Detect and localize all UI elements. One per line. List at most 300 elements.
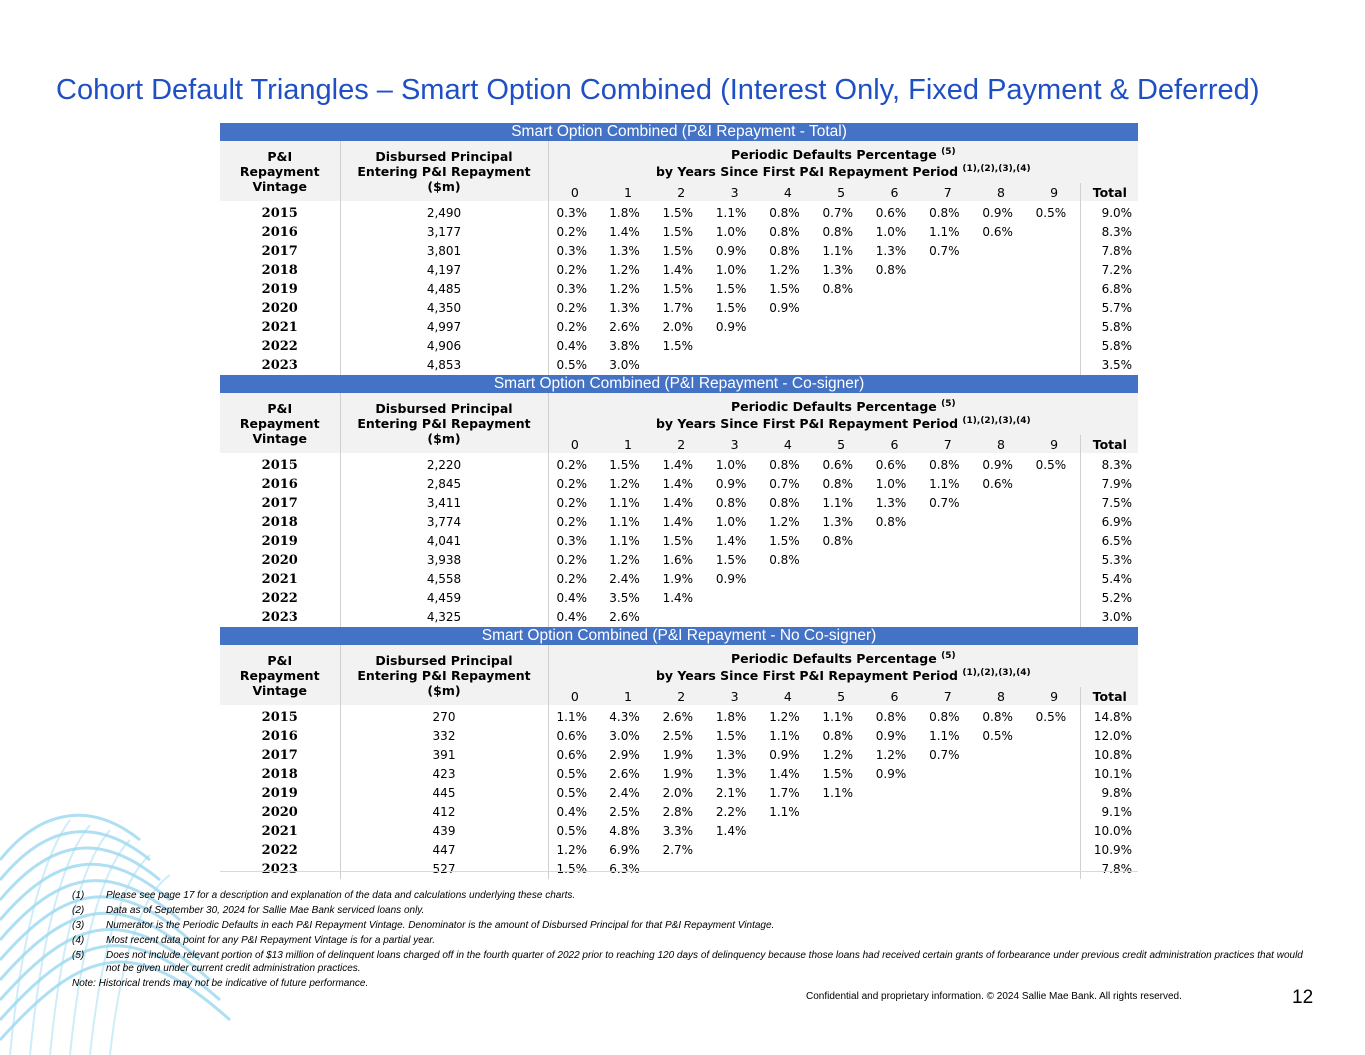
- period-cell: 0.8%: [769, 225, 800, 239]
- year-header: 9: [1028, 687, 1081, 705]
- table-row: [220, 299, 1138, 318]
- period-cell: 0.8%: [822, 477, 853, 491]
- period-cell: 0.9%: [769, 748, 800, 762]
- period-cell: 0.9%: [715, 477, 747, 491]
- period-cell: 1.4%: [715, 534, 747, 548]
- period-cell: [1028, 589, 1081, 608]
- period-cell: 1.0%: [715, 263, 747, 277]
- period-cell: 1.7%: [769, 786, 800, 800]
- period-cell: 0.2%: [556, 301, 587, 315]
- footnote-number: (2): [72, 905, 85, 916]
- vintage-cell: 2018: [220, 765, 340, 784]
- table-row: [220, 513, 1138, 532]
- period-cell: [761, 570, 814, 589]
- period-cell: [814, 299, 867, 318]
- period-cell: [1028, 608, 1081, 627]
- period-cell: [761, 318, 814, 337]
- table-row: [220, 475, 1138, 494]
- total-cell: 5.3%: [1081, 551, 1138, 570]
- principal-header-line: Entering P&I Repayment: [357, 415, 531, 431]
- period-cell: 0.4%: [556, 339, 587, 353]
- footnote-number: (5): [72, 950, 85, 961]
- period-cell: 0.5%: [556, 358, 587, 372]
- vintage-cell: 2021: [220, 318, 340, 337]
- year-header: 7: [921, 183, 974, 201]
- period-cell: [868, 280, 921, 299]
- period-cell: 1.1%: [822, 244, 853, 258]
- period-cell: 1.0%: [715, 225, 747, 239]
- year-header: 1: [601, 183, 654, 201]
- vintage-header: [220, 645, 340, 705]
- period-cell: 1.9%: [662, 748, 694, 762]
- vintage-cell: 2022: [220, 337, 340, 356]
- period-cell: 1.2%: [769, 515, 800, 529]
- period-cell: [1028, 746, 1081, 765]
- vintage-cell: 2023: [220, 860, 340, 879]
- table-row: [220, 705, 1138, 727]
- period-cell: 0.8%: [715, 496, 747, 510]
- total-cell: 9.1%: [1081, 803, 1138, 822]
- period-cell: [1028, 261, 1081, 280]
- principal-cell: 445: [340, 784, 548, 803]
- periodic-subheader: [548, 162, 1138, 183]
- period-cell: 0.3%: [556, 282, 587, 296]
- period-cell: 1.5%: [715, 729, 747, 743]
- period-cell: [814, 841, 867, 860]
- period-cell: 1.5%: [662, 339, 694, 353]
- period-cell: [921, 822, 974, 841]
- period-cell: 1.0%: [715, 515, 747, 529]
- principal-header-line: Entering P&I Repayment: [357, 667, 531, 683]
- principal-cell: 332: [340, 727, 548, 746]
- period-cell: 1.1%: [929, 225, 960, 239]
- periodic-sub-note: (1),(2),(3),(4): [962, 416, 1031, 426]
- period-cell: [814, 318, 867, 337]
- periodic-sub: by Years Since First P&I Repayment Period: [655, 416, 959, 432]
- total-cell: 5.8%: [1081, 318, 1138, 337]
- period-cell: [868, 803, 921, 822]
- period-cell: 1.4%: [662, 477, 694, 491]
- periodic-defaults-header: [548, 645, 1138, 666]
- period-cell: [974, 841, 1027, 860]
- vintage-cell: 2018: [220, 513, 340, 532]
- period-cell: [868, 356, 921, 375]
- period-cell: 0.6%: [875, 458, 907, 472]
- period-cell: 2.9%: [609, 748, 640, 762]
- principal-cell: 2,220: [340, 453, 548, 475]
- period-cell: 1.1%: [609, 515, 640, 529]
- principal-header: [340, 393, 548, 453]
- period-cell: [868, 822, 921, 841]
- footnotes: [72, 889, 1312, 990]
- period-cell: [814, 822, 867, 841]
- year-header: 3: [708, 183, 761, 201]
- period-cell: 0.8%: [769, 458, 800, 472]
- vintage-cell: 2020: [220, 803, 340, 822]
- total-cell: 10.0%: [1081, 822, 1138, 841]
- period-cell: 1.5%: [662, 206, 694, 220]
- period-cell: 0.6%: [556, 729, 587, 743]
- period-cell: 3.3%: [662, 824, 694, 838]
- principal-cell: 4,997: [340, 318, 548, 337]
- vintage-cell: 2023: [220, 356, 340, 375]
- period-cell: 0.2%: [556, 553, 587, 567]
- period-cell: 0.8%: [822, 225, 853, 239]
- footnote-text: Does not include relevant portion of $13 million of delinquent loans charged off in the fourth quarter of 2022 prior to reaching 120 days of delinquency because those loans had received certain grants of forbearance under previous credit administration practices that would not be given under current credit administration practices.: [106, 950, 1303, 974]
- principal-cell: 439: [340, 822, 548, 841]
- total-cell: 9.8%: [1081, 784, 1138, 803]
- period-cell: [974, 860, 1027, 879]
- period-cell: 0.2%: [556, 572, 587, 586]
- total-cell: 5.8%: [1081, 337, 1138, 356]
- period-cell: 1.1%: [609, 496, 640, 510]
- total-cell: 3.0%: [1081, 608, 1138, 627]
- period-cell: 1.3%: [609, 244, 640, 258]
- period-cell: 0.4%: [556, 591, 587, 605]
- period-cell: [1028, 494, 1081, 513]
- period-cell: 1.1%: [822, 786, 853, 800]
- vintage-cell: 2021: [220, 570, 340, 589]
- period-cell: [921, 841, 974, 860]
- period-cell: [708, 356, 761, 375]
- principal-cell: 4,459: [340, 589, 548, 608]
- period-cell: 2.6%: [609, 610, 640, 624]
- principal-cell: 3,801: [340, 242, 548, 261]
- table-row: [220, 727, 1138, 746]
- year-header: 3: [708, 435, 761, 453]
- periodic-title: Periodic Defaults Percentage: [730, 399, 937, 414]
- period-cell: [921, 589, 974, 608]
- vintage-header-line: Vintage: [252, 682, 307, 698]
- footnote-number: (1): [72, 890, 85, 901]
- year-header: 6: [868, 435, 921, 453]
- period-cell: 3.8%: [609, 339, 640, 353]
- period-cell: 0.3%: [556, 534, 587, 548]
- total-cell: 14.8%: [1081, 705, 1138, 727]
- footnote: [72, 934, 1312, 947]
- period-cell: 1.8%: [715, 710, 747, 724]
- period-cell: [974, 822, 1027, 841]
- period-cell: 1.8%: [609, 206, 640, 220]
- period-cell: 0.3%: [556, 244, 587, 258]
- period-cell: [974, 337, 1027, 356]
- year-header: 7: [921, 435, 974, 453]
- period-cell: [974, 494, 1027, 513]
- footnote-text: Numerator is the Periodic Defaults in each P&I Repayment Vintage. Denominator is the amount of Disbursed Principal for that P&I Repayment Vintage.: [106, 920, 775, 931]
- table-row: [220, 280, 1138, 299]
- footnote-text: Data as of September 30, 2024 for Sallie Mae Bank serviced loans only.: [106, 905, 425, 916]
- period-cell: [921, 513, 974, 532]
- period-cell: [1028, 860, 1081, 879]
- period-cell: 1.4%: [662, 263, 694, 277]
- total-cell: 10.1%: [1081, 765, 1138, 784]
- table-row: [220, 532, 1138, 551]
- year-header: 3: [708, 687, 761, 705]
- vintage-cell: 2017: [220, 242, 340, 261]
- period-cell: [868, 532, 921, 551]
- footnote-number: (4): [72, 935, 85, 946]
- period-cell: 0.5%: [556, 767, 587, 781]
- principal-cell: 447: [340, 841, 548, 860]
- period-cell: [1028, 822, 1081, 841]
- principal-header-line: ($m): [427, 178, 461, 194]
- total-cell: 10.9%: [1081, 841, 1138, 860]
- principal-cell: 3,938: [340, 551, 548, 570]
- vintage-cell: 2019: [220, 532, 340, 551]
- period-cell: 1.5%: [662, 534, 694, 548]
- period-cell: 1.3%: [609, 301, 640, 315]
- total-cell: 8.3%: [1081, 453, 1138, 475]
- period-cell: [814, 803, 867, 822]
- period-cell: 1.5%: [769, 534, 800, 548]
- principal-cell: 423: [340, 765, 548, 784]
- period-cell: [921, 551, 974, 570]
- period-cell: 1.2%: [609, 282, 640, 296]
- period-cell: 1.7%: [662, 301, 694, 315]
- period-cell: 0.8%: [929, 458, 960, 472]
- principal-cell: 4,558: [340, 570, 548, 589]
- period-cell: 0.2%: [556, 496, 587, 510]
- period-cell: [974, 242, 1027, 261]
- year-header: 6: [868, 687, 921, 705]
- table-row: [220, 570, 1138, 589]
- period-cell: 1.1%: [929, 729, 960, 743]
- principal-header-line: Disbursed Principal: [375, 652, 513, 668]
- principal-cell: 270: [340, 705, 548, 727]
- table-row: [220, 589, 1138, 608]
- period-cell: 1.5%: [715, 301, 747, 315]
- year-header: 4: [761, 435, 814, 453]
- period-cell: [974, 280, 1027, 299]
- total-cell: 6.5%: [1081, 532, 1138, 551]
- period-cell: [761, 860, 814, 879]
- periodic-sub-note: (1),(2),(3),(4): [962, 668, 1031, 678]
- period-cell: [921, 532, 974, 551]
- period-cell: 1.3%: [715, 748, 747, 762]
- year-header: 5: [814, 183, 867, 201]
- principal-cell: 4,853: [340, 356, 548, 375]
- period-cell: 1.2%: [822, 748, 853, 762]
- periodic-subheader: [548, 414, 1138, 435]
- table-row: [220, 860, 1138, 879]
- period-cell: 1.4%: [662, 591, 694, 605]
- period-cell: 1.2%: [556, 843, 587, 857]
- period-cell: [974, 803, 1027, 822]
- confidential-notice: Confidential and proprietary information. © 2024 Sallie Mae Bank. All rights reserved.: [806, 991, 1182, 1002]
- period-cell: [655, 860, 708, 879]
- table-banner: Smart Option Combined (P&I Repayment - Co-signer): [220, 375, 1138, 393]
- default-triangle-table: [220, 375, 1138, 627]
- period-cell: 1.3%: [875, 244, 907, 258]
- table-row: [220, 337, 1138, 356]
- footnote: [72, 904, 1312, 917]
- vintage-cell: 2016: [220, 223, 340, 242]
- total-cell: 5.7%: [1081, 299, 1138, 318]
- period-cell: 1.1%: [929, 477, 960, 491]
- vintage-header-line: P&I: [267, 400, 293, 416]
- period-cell: [761, 356, 814, 375]
- year-header: 1: [601, 435, 654, 453]
- period-cell: 1.6%: [662, 553, 694, 567]
- period-cell: 1.5%: [822, 767, 853, 781]
- period-cell: [708, 841, 761, 860]
- vintage-header-line: Repayment: [239, 163, 320, 179]
- period-cell: [974, 765, 1027, 784]
- principal-header: [340, 645, 548, 705]
- total-cell: 9.0%: [1081, 201, 1138, 223]
- period-cell: [974, 746, 1027, 765]
- principal-cell: 4,325: [340, 608, 548, 627]
- periodic-sub-note: (1),(2),(3),(4): [962, 164, 1031, 174]
- total-header: Total: [1081, 183, 1138, 201]
- period-cell: 1.0%: [875, 477, 907, 491]
- period-cell: 1.4%: [715, 824, 747, 838]
- principal-header-line: Disbursed Principal: [375, 148, 513, 164]
- period-cell: 1.5%: [769, 282, 800, 296]
- period-cell: 0.8%: [875, 515, 907, 529]
- period-cell: [921, 860, 974, 879]
- vintage-header: [220, 141, 340, 201]
- year-header: 0: [548, 183, 601, 201]
- period-cell: [814, 570, 867, 589]
- period-cell: 1.1%: [769, 805, 800, 819]
- period-cell: 1.1%: [822, 496, 853, 510]
- period-cell: 1.3%: [875, 496, 907, 510]
- period-cell: [1028, 727, 1081, 746]
- period-cell: 0.8%: [822, 282, 853, 296]
- period-cell: 0.5%: [556, 786, 587, 800]
- year-header: 5: [814, 435, 867, 453]
- total-cell: 7.5%: [1081, 494, 1138, 513]
- table-row: [220, 201, 1138, 223]
- period-cell: [974, 318, 1027, 337]
- footnote: [72, 919, 1312, 932]
- vintage-cell: 2017: [220, 746, 340, 765]
- total-cell: 5.2%: [1081, 589, 1138, 608]
- period-cell: 0.4%: [556, 805, 587, 819]
- cohort-default-tables: [220, 123, 1138, 879]
- period-cell: [1028, 280, 1081, 299]
- period-cell: 1.5%: [662, 282, 694, 296]
- period-cell: [1028, 299, 1081, 318]
- principal-cell: 2,845: [340, 475, 548, 494]
- table-row: [220, 803, 1138, 822]
- period-cell: 1.1%: [769, 729, 800, 743]
- periodic-title-note: (5): [941, 146, 956, 157]
- period-cell: 1.2%: [609, 263, 640, 277]
- table-row: [220, 261, 1138, 280]
- period-cell: 1.1%: [556, 710, 587, 724]
- total-cell: 12.0%: [1081, 727, 1138, 746]
- period-cell: 0.8%: [769, 553, 800, 567]
- period-cell: [921, 765, 974, 784]
- principal-cell: 4,906: [340, 337, 548, 356]
- period-cell: 3.5%: [609, 591, 640, 605]
- period-cell: [921, 261, 974, 280]
- table-banner: Smart Option Combined (P&I Repayment - No Co-signer): [220, 627, 1138, 645]
- period-cell: 0.9%: [982, 206, 1013, 220]
- period-cell: [974, 551, 1027, 570]
- total-cell: 7.8%: [1081, 242, 1138, 261]
- period-cell: 1.3%: [822, 263, 853, 277]
- period-cell: 1.3%: [715, 767, 747, 781]
- period-cell: 0.5%: [1035, 710, 1067, 724]
- period-cell: [974, 570, 1027, 589]
- table-row: [220, 551, 1138, 570]
- footnote-text: Please see page 17 for a description and explanation of the data and calculations underlying these charts.: [106, 890, 576, 901]
- period-cell: 0.6%: [822, 458, 853, 472]
- period-cell: 0.5%: [556, 824, 587, 838]
- year-header: 6: [868, 183, 921, 201]
- principal-cell: 2,490: [340, 201, 548, 223]
- period-cell: [814, 860, 867, 879]
- period-cell: [921, 570, 974, 589]
- vintage-header-line: Repayment: [239, 667, 320, 683]
- vintage-cell: 2022: [220, 589, 340, 608]
- period-cell: 0.4%: [556, 610, 587, 624]
- period-cell: 0.8%: [929, 206, 960, 220]
- footnote: [72, 889, 1312, 902]
- year-header: 9: [1028, 183, 1081, 201]
- period-cell: 2.1%: [715, 786, 747, 800]
- period-cell: [921, 608, 974, 627]
- table-row: [220, 223, 1138, 242]
- total-cell: 3.5%: [1081, 356, 1138, 375]
- period-cell: [868, 299, 921, 318]
- period-cell: [708, 608, 761, 627]
- vintage-cell: 2015: [220, 201, 340, 223]
- period-cell: 6.9%: [609, 843, 640, 857]
- period-cell: 0.2%: [556, 263, 587, 277]
- period-cell: 2.5%: [662, 729, 694, 743]
- total-cell: 7.8%: [1081, 860, 1138, 879]
- periodic-title-note: (5): [941, 398, 956, 409]
- period-cell: [708, 589, 761, 608]
- table-bottom-divider: [220, 871, 1138, 872]
- period-cell: 1.0%: [875, 225, 907, 239]
- period-cell: 0.8%: [822, 729, 853, 743]
- period-cell: 1.4%: [662, 515, 694, 529]
- page-title: Cohort Default Triangles – Smart Option Combined (Interest Only, Fixed Payment & Deferred): [56, 74, 1260, 106]
- principal-header: [340, 141, 548, 201]
- period-cell: 0.3%: [556, 206, 587, 220]
- vintage-header-line: P&I: [267, 652, 293, 668]
- periodic-title: Periodic Defaults Percentage: [730, 651, 937, 666]
- page-number: 12: [1292, 987, 1314, 1008]
- period-cell: 1.9%: [662, 572, 694, 586]
- total-cell: 8.3%: [1081, 223, 1138, 242]
- period-cell: [868, 860, 921, 879]
- period-cell: [921, 280, 974, 299]
- period-cell: 0.6%: [875, 206, 907, 220]
- vintage-cell: 2016: [220, 727, 340, 746]
- principal-header-line: ($m): [427, 430, 461, 446]
- period-cell: [868, 570, 921, 589]
- principal-cell: 4,197: [340, 261, 548, 280]
- period-cell: 2.4%: [609, 786, 640, 800]
- table-row: [220, 242, 1138, 261]
- year-header: 2: [655, 687, 708, 705]
- period-cell: 1.2%: [875, 748, 907, 762]
- vintage-cell: 2015: [220, 705, 340, 727]
- period-cell: 0.9%: [875, 729, 907, 743]
- period-cell: [868, 551, 921, 570]
- period-cell: [655, 608, 708, 627]
- period-cell: [974, 784, 1027, 803]
- table-row: [220, 318, 1138, 337]
- period-cell: 1.2%: [769, 710, 800, 724]
- year-header: 8: [974, 435, 1027, 453]
